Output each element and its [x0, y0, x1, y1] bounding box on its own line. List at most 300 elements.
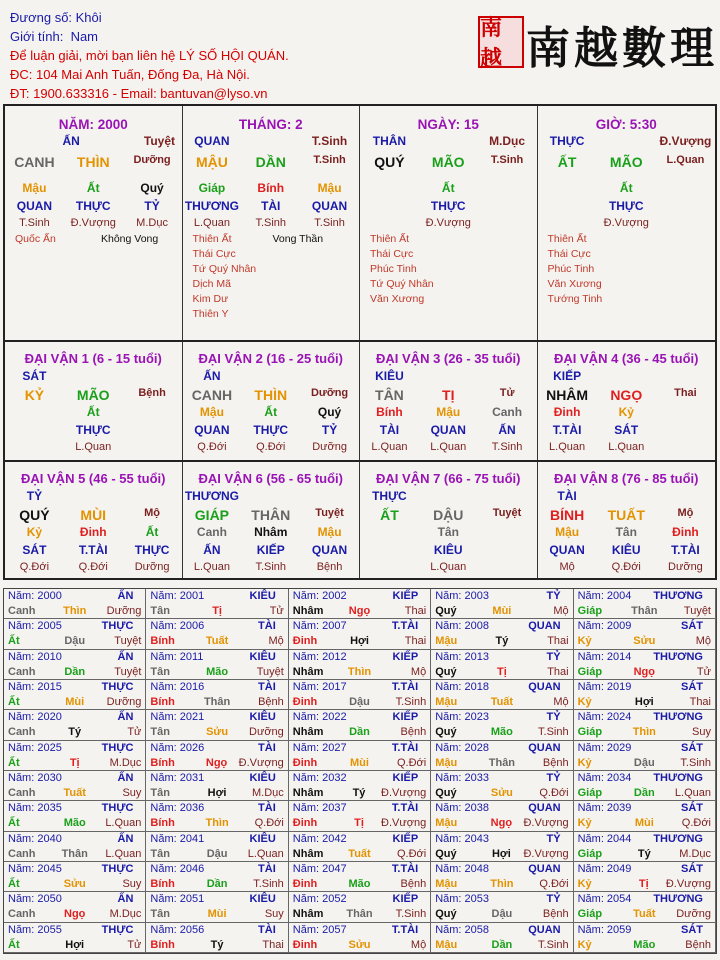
dai-van-ten-gods	[538, 423, 716, 438]
dai-van-stem-branch-item: CANH	[191, 387, 233, 403]
year-header	[435, 924, 568, 936]
year-detail	[293, 787, 426, 799]
year-phase: Dưỡng	[106, 696, 142, 708]
gender-label: Giới tính:	[10, 29, 64, 44]
year-ten-god: ẤN	[117, 772, 134, 784]
year-header	[578, 924, 711, 936]
year-header	[8, 833, 141, 845]
pillar-phases-item: L.Quan	[193, 217, 230, 229]
dai-van-stem-branch-item: TÂN	[375, 387, 404, 403]
pillar-cell	[5, 106, 183, 340]
dai-van-hidden-stems	[360, 405, 537, 420]
year-stem: Nhâm	[292, 726, 324, 739]
year-ten-god: KIÊU	[249, 893, 276, 906]
year-stem: Bính	[150, 635, 175, 648]
star-name: Phúc Tinh	[370, 263, 417, 275]
pillar-phases-item: T.Sinh	[255, 217, 287, 229]
dai-van-hidden-stems-item	[360, 525, 419, 540]
star-name: Thái Cực	[192, 248, 236, 260]
dai-van-hidden-stems-item: Tân	[437, 525, 459, 539]
year-phase: Q.Đới	[539, 878, 569, 890]
year-detail	[293, 635, 426, 647]
year-branch: Tuất	[63, 787, 86, 799]
year-stem: Canh	[8, 787, 36, 799]
year-cell	[574, 741, 716, 771]
dai-van-phases-item: L.Quan	[608, 441, 645, 453]
year-phase: L.Quan	[247, 847, 284, 860]
year-label: Năm: 2054	[577, 893, 632, 906]
year-branch: Mão	[63, 817, 86, 830]
pillar-hidden-stems-item: Ất	[619, 181, 633, 195]
dai-van-hidden-stems-item: Đinh	[79, 525, 107, 539]
dai-van-top-god-item: THỰC	[372, 489, 407, 503]
year-branch: Dậu	[206, 847, 228, 860]
dai-van-title: ĐẠI VẬN 6 (56 - 65 tuổi)	[198, 471, 343, 486]
year-branch: Tị	[354, 817, 364, 830]
year-label: Năm: 2057	[292, 923, 347, 936]
star-name: Vong Thần	[272, 233, 324, 245]
year-header	[8, 772, 141, 784]
year-phase: Q.Đới	[396, 756, 427, 769]
year-ten-god: SÁT	[680, 741, 703, 754]
year-ten-god: ẤN	[117, 650, 134, 663]
dai-van-top-god-item	[64, 369, 123, 384]
year-cell	[146, 710, 288, 740]
year-header	[293, 863, 426, 875]
pillar-phases-item: M.Dục	[136, 217, 168, 229]
bazi-chart	[3, 104, 717, 580]
year-header	[435, 802, 568, 814]
star-name: Thiên Ất	[192, 233, 232, 245]
pillar-stem-branch-item: T.Sinh	[490, 154, 524, 166]
pillar-hidden-stems	[360, 181, 537, 197]
year-stem: Quý	[435, 787, 457, 799]
year-stem: Nhâm	[292, 908, 324, 921]
dai-van-stem-branch-item: GIÁP	[194, 507, 230, 523]
year-ten-god: THƯƠNG	[653, 590, 703, 602]
year-branch: Sửu	[490, 787, 513, 799]
pillar-stem-branch-item: DẦN	[255, 154, 286, 170]
year-header	[150, 802, 283, 814]
year-label: Năm: 2034	[577, 772, 632, 784]
dai-van-ten-gods	[183, 423, 360, 438]
star-name: Thiên Ất	[370, 233, 410, 245]
dai-van-title: ĐẠI VẬN 3 (26 - 35 tuổi)	[376, 351, 521, 366]
year-ten-god: KIÊU	[249, 650, 276, 663]
year-branch: Tý	[352, 787, 366, 799]
dai-van-top-god-item	[656, 489, 715, 504]
dai-van-stem-branch	[538, 387, 716, 402]
dai-van-top-god-item	[597, 489, 656, 504]
year-stem: Bính	[150, 696, 175, 708]
dai-van-phases-item: Q.Đới	[197, 441, 227, 453]
pillar-top-god	[5, 134, 182, 150]
pillar-top-god-item: THÂN	[372, 134, 407, 148]
dai-van-phases	[360, 441, 537, 456]
year-detail	[578, 635, 711, 647]
dai-van-top-god-item	[123, 369, 182, 384]
year-phase: M.Dục	[679, 847, 711, 860]
dai-van-stem-branch-item: NGỌ	[610, 387, 643, 403]
dai-van-stem-branch-item: Tử	[499, 387, 515, 399]
year-header	[8, 651, 141, 663]
pillar-phases-item: Đ.Vượng	[425, 217, 471, 229]
dai-van-title: ĐẠI VẬN 8 (76 - 85 tuổi)	[554, 471, 699, 486]
year-cell	[431, 832, 573, 862]
dai-van-phases-item: T.Sinh	[491, 441, 523, 453]
year-phase: Thai	[547, 635, 569, 648]
dai-van-ten-gods	[360, 423, 537, 438]
year-ten-god: KIẾP	[392, 893, 419, 906]
year-detail	[293, 757, 426, 769]
pillar-ten-gods	[5, 199, 182, 215]
year-detail	[293, 878, 426, 890]
year-cell	[289, 741, 431, 771]
year-header	[150, 651, 283, 663]
year-header	[150, 711, 283, 723]
year-cell	[431, 589, 573, 619]
dai-van-phases	[183, 441, 360, 456]
pillar-top-god-item	[597, 134, 656, 150]
year-phase: Đ.Vượng	[238, 756, 284, 769]
year-phase: T.Sinh	[538, 726, 569, 739]
pillar-cell	[538, 106, 716, 340]
year-branch: Dần	[633, 787, 655, 799]
dai-van-stem-branch-item: THÂN	[251, 507, 291, 523]
year-detail	[578, 696, 711, 708]
dai-van-phases-item: Dưỡng	[668, 561, 703, 573]
year-detail	[8, 787, 141, 799]
dai-van-hidden-stems-item: Ất	[86, 405, 100, 419]
year-cell	[146, 892, 288, 922]
year-detail	[578, 726, 711, 738]
year-detail	[578, 817, 711, 829]
year-ten-god: QUAN	[528, 620, 561, 633]
year-stem: Ất	[8, 756, 20, 769]
year-phase: Thai	[689, 696, 711, 708]
year-branch: Dần	[64, 665, 86, 678]
year-label: Năm: 2030	[8, 772, 62, 784]
year-label: Năm: 2037	[292, 802, 347, 815]
year-cell	[431, 801, 573, 831]
year-detail	[8, 878, 141, 890]
dai-van-top-god	[5, 369, 182, 384]
year-label: Năm: 2032	[292, 772, 347, 784]
year-ten-god: THƯƠNG	[653, 893, 703, 906]
year-header	[150, 893, 283, 905]
year-ten-god: THƯƠNG	[653, 711, 703, 724]
pillar-stem-branch-item: ẤT	[557, 154, 577, 170]
year-label: Năm: 2052	[292, 893, 347, 906]
year-header	[150, 681, 283, 693]
pillar-hidden-stems-item: Bính	[257, 181, 285, 195]
star-name: Phúc Tinh	[547, 263, 595, 275]
year-ten-god: SÁT	[680, 923, 703, 936]
year-cell	[574, 771, 716, 801]
year-phase: Tử	[127, 938, 142, 951]
year-stem: Quý	[435, 665, 457, 678]
year-cell	[146, 589, 288, 619]
year-stem: Quý	[435, 605, 457, 617]
year-header	[293, 681, 426, 693]
pillar-title: THÁNG: 2	[238, 117, 303, 132]
year-label: Năm: 2047	[292, 863, 347, 875]
year-ten-god: KIẾP	[392, 772, 419, 784]
year-cell	[4, 801, 146, 831]
dai-van-stem-branch	[5, 387, 182, 402]
dai-van-phases-item: Q.Đới	[78, 561, 108, 573]
year-stem: Giáp	[577, 847, 603, 860]
year-label: Năm: 2029	[577, 741, 632, 754]
dai-van-phases	[538, 441, 716, 456]
year-cell	[146, 771, 288, 801]
year-phase: Q.Đới	[254, 817, 284, 830]
year-stem: Bính	[150, 878, 175, 890]
year-stem: Ất	[8, 938, 20, 951]
year-phase: T.Sinh	[680, 756, 711, 769]
year-detail	[150, 757, 283, 769]
year-cell	[431, 680, 573, 710]
dai-van-ten-gods-item: T.TÀI	[78, 543, 108, 557]
dai-van-hidden-stems-item	[123, 405, 182, 420]
year-label: Năm: 2008	[435, 620, 489, 633]
dai-van-stem-branch-item: THÌN	[254, 387, 288, 403]
year-detail	[435, 787, 568, 799]
year-ten-god: ẤN	[117, 590, 134, 602]
pillar-stem-branch-item: THÌN	[76, 154, 110, 170]
year-phase: Suy	[122, 787, 142, 799]
dai-van-top-god	[5, 489, 182, 504]
pillar-top-god-item: ẤN	[62, 134, 80, 148]
year-branch: Mùi	[207, 908, 227, 921]
pillar-phases-item: T.Sinh	[19, 217, 50, 229]
dai-van-top-god-item	[419, 369, 478, 384]
dai-van-phases-item: L.Quan	[430, 561, 467, 573]
year-branch: Tuất	[633, 908, 656, 921]
year-detail	[8, 757, 141, 769]
pillar-top-god	[538, 134, 716, 150]
dai-van-hidden-stems-item: Mậu	[436, 405, 461, 419]
year-detail	[8, 696, 141, 708]
year-stem: Tân	[150, 787, 170, 799]
dai-van-top-god-item	[419, 489, 478, 504]
year-stem: Kỷ	[577, 756, 592, 769]
dai-van-ten-gods	[5, 543, 182, 558]
dai-van-phases-item: L.Quan	[430, 441, 467, 453]
pillar-top-god-item: M.Dục	[489, 134, 526, 148]
dai-van-hidden-stems-item	[5, 405, 64, 420]
year-phase: Dưỡng	[249, 726, 284, 739]
pillar-phases	[538, 217, 716, 233]
year-detail	[293, 726, 426, 738]
dai-van-ten-gods-item: QUAN	[549, 543, 585, 557]
year-detail	[578, 757, 711, 769]
year-phase: Thai	[547, 665, 569, 678]
pillar-stars-black	[101, 232, 158, 247]
pillar-ten-gods-item: THỰC	[608, 199, 644, 213]
year-stem: Giáp	[577, 605, 603, 617]
year-cell	[289, 650, 431, 680]
pillar-stem-branch-item: CANH	[14, 154, 55, 170]
year-branch: Mão	[490, 726, 513, 739]
year-label: Năm: 2044	[577, 832, 632, 845]
year-ten-god: THỰC	[101, 923, 134, 936]
dai-van-ten-gods-item: TỶ	[321, 423, 338, 437]
year-label: Năm: 2022	[292, 711, 347, 724]
dai-van-hidden-stems-item: Đinh	[672, 525, 699, 539]
year-phase: Mộ	[268, 635, 284, 648]
year-detail	[150, 878, 283, 890]
year-stem: Ất	[8, 696, 20, 708]
year-label: Năm: 2013	[435, 650, 489, 663]
year-header	[578, 893, 711, 905]
year-phase: M.Dục	[109, 908, 142, 921]
year-stem: Canh	[8, 605, 36, 617]
dai-van-ten-gods-item: KIẾP	[256, 543, 285, 557]
year-branch: Hợi	[207, 787, 227, 799]
year-label: Năm: 2014	[577, 650, 632, 663]
pillar-ten-gods-item	[538, 199, 597, 215]
pillar-stem-branch-item: Dưỡng	[133, 154, 171, 166]
dai-van-ten-gods-item: THỰC	[253, 423, 289, 437]
year-cell	[4, 892, 146, 922]
pillar-hidden-stems-item: Ất	[441, 181, 455, 195]
dai-van-stem-branch	[538, 507, 716, 522]
dai-van-top-god	[538, 489, 716, 504]
year-cell	[146, 832, 288, 862]
star-name: Thiên Ất	[547, 233, 587, 245]
year-stem: Nhâm	[292, 847, 324, 860]
year-header	[150, 590, 283, 602]
pillar-title: NĂM: 2000	[58, 117, 128, 132]
year-cell	[289, 832, 431, 862]
year-ten-god: QUAN	[528, 923, 561, 936]
annual-luck-grid	[3, 588, 717, 954]
year-cell	[574, 619, 716, 649]
year-cell	[4, 589, 146, 619]
year-phase: Mộ	[553, 605, 569, 617]
pillar-ten-gods	[538, 199, 716, 215]
pillar-top-god-item	[241, 134, 300, 150]
dai-van-phases	[360, 561, 537, 576]
dai-van-ten-gods-item: KIÊU	[433, 543, 463, 557]
year-header	[578, 772, 711, 784]
dai-van-hidden-stems-item: Đinh	[553, 405, 581, 419]
year-ten-god: TÀI	[258, 802, 276, 815]
year-stem: Tân	[150, 847, 170, 860]
year-detail	[150, 605, 283, 617]
year-header	[578, 742, 711, 754]
dai-van-top-god-item	[241, 489, 300, 504]
dai-van-top-god-item	[300, 489, 359, 504]
dai-van-stem-branch-item: MÃO	[76, 387, 110, 403]
year-label: Năm: 2041	[150, 832, 205, 845]
year-branch: Mùi	[350, 756, 369, 769]
dai-van-stem-branch-item: BÍNH	[549, 507, 585, 523]
year-label: Năm: 2002	[292, 590, 347, 602]
pillar-hidden-stems-item: Mậu	[317, 181, 342, 195]
star-name: Kim Dư	[192, 293, 229, 305]
year-label: Năm: 2053	[435, 893, 489, 906]
spacer	[538, 174, 716, 179]
year-stem: Đinh	[292, 756, 318, 769]
year-cell	[289, 862, 431, 892]
year-header	[8, 863, 141, 875]
spacer	[360, 174, 537, 179]
dai-van-ten-gods-item: ẤN	[203, 543, 221, 557]
year-cell	[431, 862, 573, 892]
year-phase: T.Sinh	[395, 908, 427, 921]
pillar-stem-branch	[5, 154, 182, 174]
year-phase: Thai	[404, 605, 427, 617]
year-ten-god: KIẾP	[392, 650, 419, 663]
year-cell	[431, 650, 573, 680]
dai-van-ten-gods	[5, 423, 182, 438]
dai-van-ten-gods-item	[123, 423, 182, 438]
year-header	[8, 620, 141, 632]
year-detail	[578, 666, 711, 678]
dai-van-stem-branch-item: ẤT	[380, 507, 399, 523]
year-detail	[150, 939, 283, 951]
dai-van-phases-item	[656, 441, 715, 456]
year-cell	[4, 862, 146, 892]
year-label: Năm: 2001	[150, 590, 205, 602]
year-stem: Mậu	[435, 878, 458, 890]
year-header	[8, 742, 141, 754]
year-branch: Mùi	[634, 817, 654, 830]
year-stem: Kỷ	[577, 635, 592, 648]
year-ten-god: KIẾP	[392, 832, 419, 845]
star-name: Không Vong	[101, 233, 159, 245]
dai-van-row-1	[5, 342, 715, 462]
dai-van-phases-item: Q.Đới	[19, 561, 50, 573]
year-branch: Dần	[349, 726, 370, 739]
dai-van-title: ĐẠI VẬN 5 (46 - 55 tuổi)	[21, 471, 166, 486]
year-branch: Thìn	[63, 605, 87, 617]
pillar-phases-item	[538, 217, 597, 233]
year-branch: Thân	[631, 605, 658, 617]
year-detail	[578, 878, 711, 890]
year-header	[578, 802, 711, 814]
year-label: Năm: 2026	[150, 741, 205, 754]
year-label: Năm: 2050	[8, 893, 62, 906]
year-ten-god: SÁT	[680, 863, 703, 875]
year-phase: Suy	[264, 908, 284, 921]
dai-van-top-god	[360, 489, 537, 504]
year-header	[578, 651, 711, 663]
year-cell	[574, 589, 716, 619]
pillar-phases	[360, 217, 537, 233]
year-header	[293, 590, 426, 602]
year-branch: Thìn	[205, 817, 229, 830]
year-stem: Nhâm	[292, 605, 324, 617]
year-detail	[435, 666, 568, 678]
pillar-ten-gods	[183, 199, 360, 215]
dai-van-top-god-item: TÀI	[557, 489, 577, 503]
star-name: Tứ Quý Nhân	[192, 263, 257, 275]
year-detail	[8, 817, 141, 829]
year-branch: Tị	[497, 665, 507, 678]
year-branch: Thìn	[347, 665, 372, 678]
brand-calligraphy: 南越數理	[526, 23, 718, 74]
dai-van-hidden-stems-item: Canh	[492, 405, 523, 419]
year-label: Năm: 2043	[435, 832, 489, 845]
dai-van-hidden-stems	[360, 525, 537, 540]
year-branch: Thân	[346, 908, 373, 921]
year-phase: Đ.Vượng	[523, 817, 569, 830]
year-label: Năm: 2036	[150, 802, 205, 815]
pillar-phases-item	[478, 217, 537, 233]
